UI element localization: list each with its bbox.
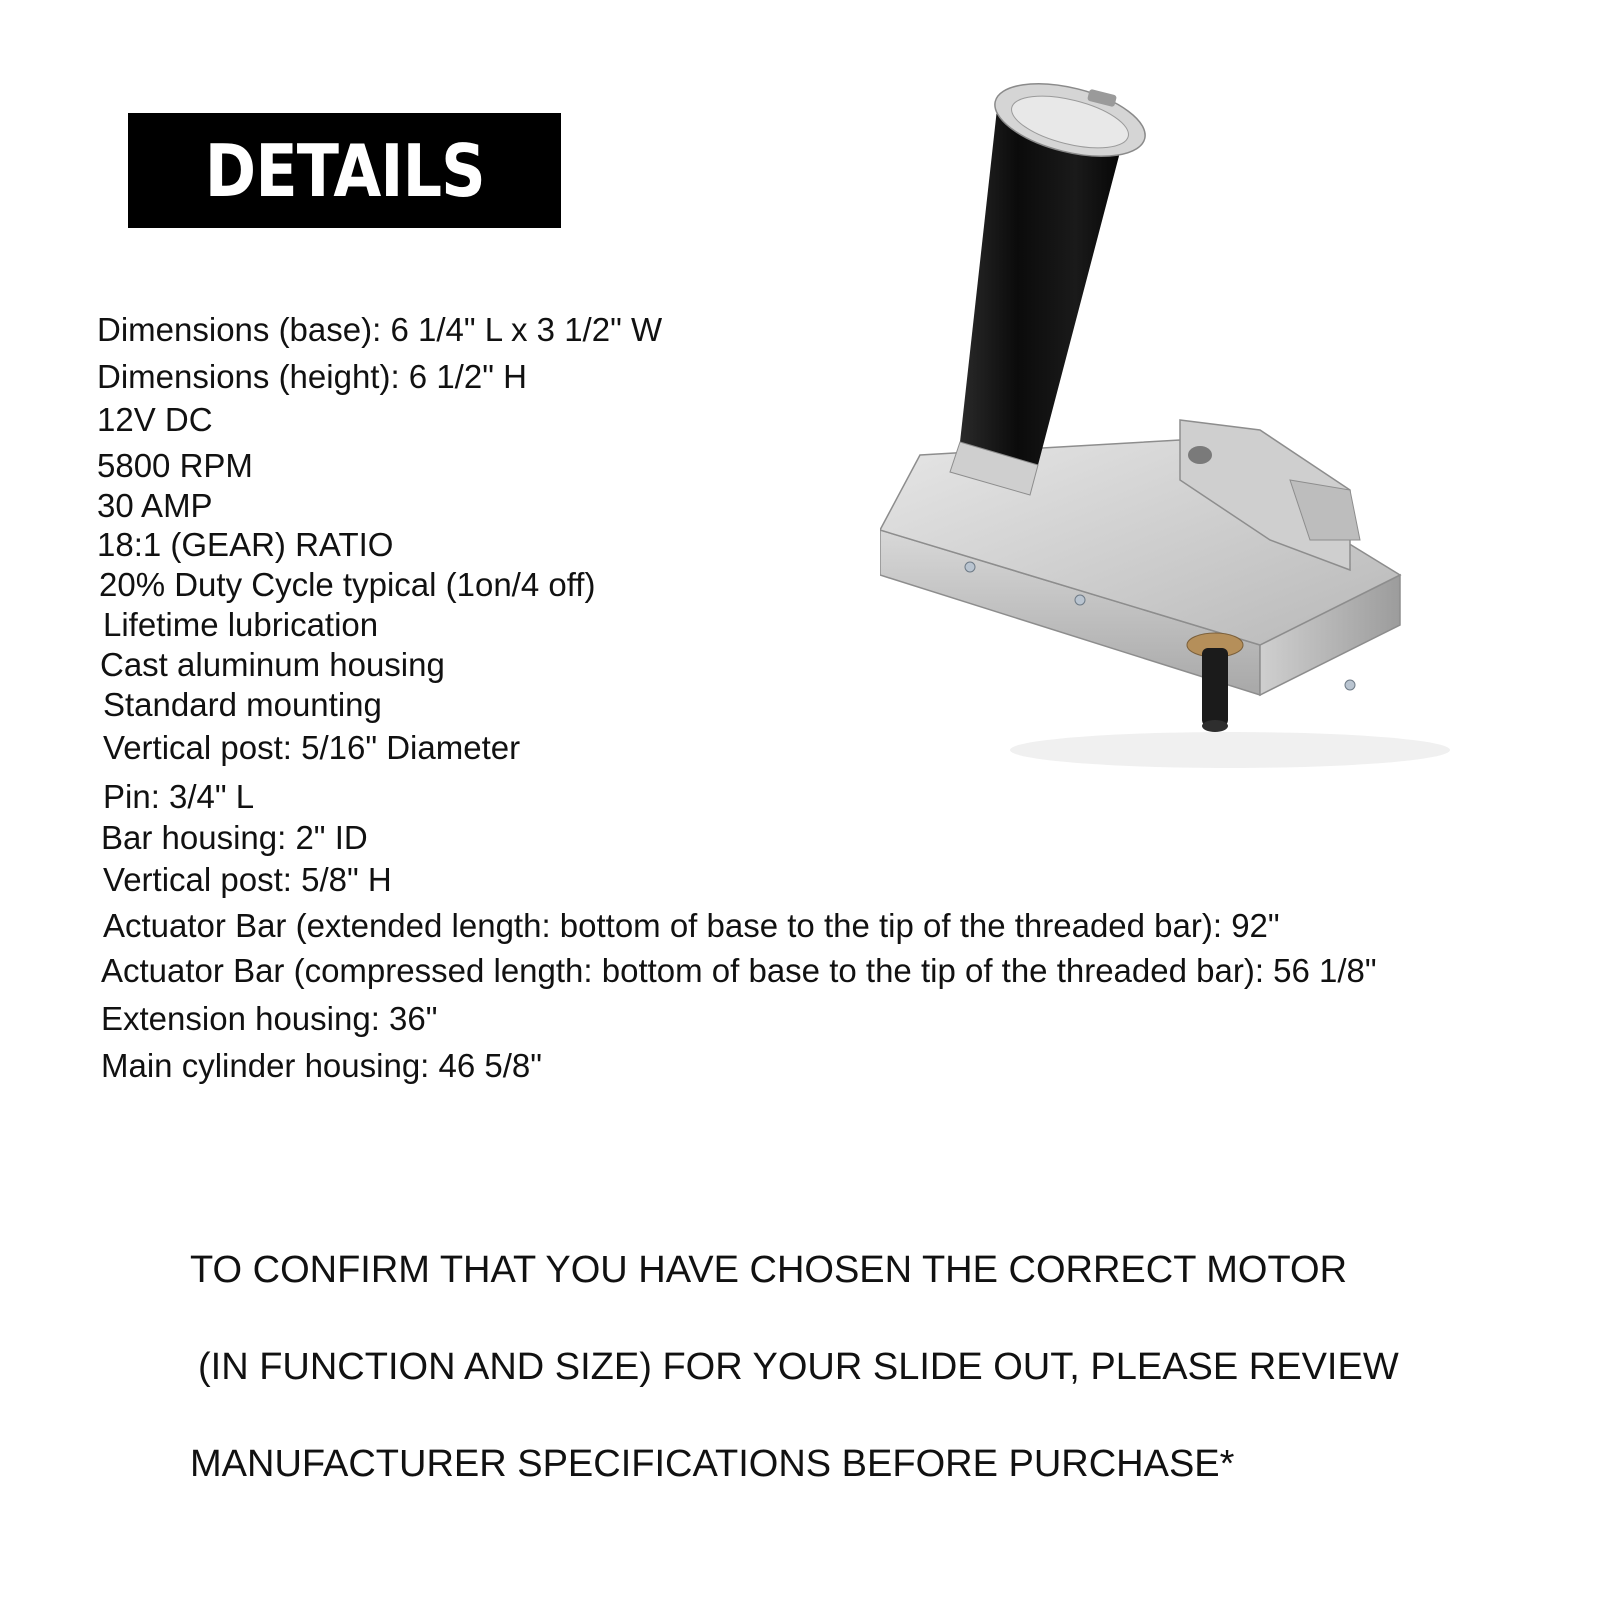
notice-line: (IN FUNCTION AND SIZE) FOR YOUR SLIDE OUT, PLEASE REVIEW bbox=[198, 1346, 1399, 1388]
spec-item: 20% Duty Cycle typical (1on/4 off) bbox=[99, 566, 596, 603]
spec-item: Lifetime lubrication bbox=[103, 606, 379, 643]
spec-item: Actuator Bar (extended length: bottom of base to the tip of the threaded bar): 92" bbox=[103, 907, 1280, 944]
spec-item: 12V DC bbox=[97, 401, 213, 438]
spec-item: 18:1 (GEAR) RATIO bbox=[97, 526, 394, 563]
details-title: DETAILS bbox=[204, 128, 485, 213]
spec-item: Vertical post: 5/16" Diameter bbox=[103, 729, 521, 766]
spec-item: Vertical post: 5/8" H bbox=[103, 861, 392, 898]
notice-line: TO CONFIRM THAT YOU HAVE CHOSEN THE CORRECT MOTOR bbox=[190, 1249, 1348, 1291]
spec-item: Dimensions (base): 6 1/4" L x 3 1/2" W bbox=[97, 311, 663, 348]
spec-item: 30 AMP bbox=[97, 487, 213, 524]
spec-item: Dimensions (height): 6 1/2" H bbox=[97, 358, 527, 395]
spec-item: Main cylinder housing: 46 5/8" bbox=[101, 1047, 542, 1084]
spec-item: 5800 RPM bbox=[97, 447, 253, 484]
dc-gear-motor-icon bbox=[880, 70, 1480, 800]
notice-line: MANUFACTURER SPECIFICATIONS BEFORE PURCHASE* bbox=[190, 1443, 1235, 1485]
spec-item: Actuator Bar (compressed length: bottom of base to the tip of the threaded bar): 56 1/8" bbox=[101, 952, 1377, 989]
spec-item: Pin: 3/4" L bbox=[103, 778, 255, 815]
spec-item: Cast aluminum housing bbox=[100, 646, 445, 683]
spec-item: Standard mounting bbox=[103, 686, 382, 723]
spec-item: Bar housing: 2" ID bbox=[101, 819, 368, 856]
spec-item: Extension housing: 36" bbox=[101, 1000, 438, 1037]
